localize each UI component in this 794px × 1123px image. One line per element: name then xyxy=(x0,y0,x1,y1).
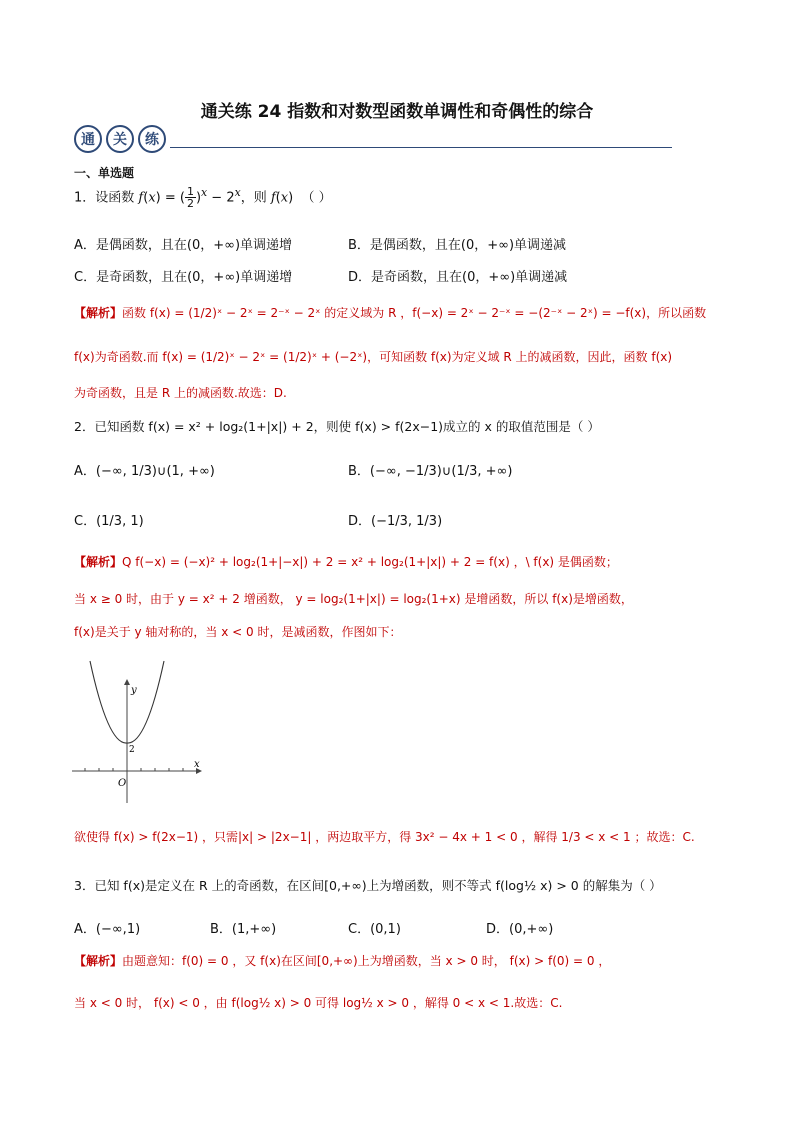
q3-option-a[interactable]: A．(−∞,1) xyxy=(74,922,141,937)
q1-solution-line-1: 【解析】函数 f(x) = (1/2)ˣ − 2ˣ = 2⁻ˣ − 2ˣ 的定义域为 R ，f(−x) = 2ˣ − 2⁻ˣ = −(2⁻ˣ − 2ˣ) = −f(x)，所以函数 xyxy=(74,306,707,320)
section-logo xyxy=(74,124,170,154)
even-function-graph xyxy=(68,655,208,805)
graph-tick-label: 2 xyxy=(129,745,135,755)
q2-option-a[interactable]: A．(−∞, 1/3)∪(1, +∞) xyxy=(74,464,215,479)
q3-solution-line-2: 当 x < 0 时， f(x) < 0 ，由 f(log½ x) > 0 可得 log½ x > 0 ，解得 0 < x < 1.故选：C. xyxy=(74,996,563,1010)
q2-solution-line-2: 当 x ≥ 0 时，由于 y = x² + 2 增函数， y = log₂(1+|x|) = log₂(1+x) 是增函数，所以 f(x)是增函数， xyxy=(74,592,633,606)
q1-solution-line-2: f(x)为奇函数.而 f(x) = (1/2)ˣ − 2ˣ = (1/2)ˣ + (−2ˣ)，可知函数 f(x)为定义域 R 上的减函数，因此，函数 f(x) xyxy=(74,350,673,364)
q2-solution-line-4: 欲使得 f(x) > f(2x−1) ，只需|x| > |2x−1| ，两边取平方，得 3x² − 4x + 1 < 0 ，解得 1/3 < x < 1 ；故选：C. xyxy=(74,830,695,844)
q1-option-b[interactable]: B．是偶函数，且在(0，+∞)单调递减 xyxy=(348,238,567,253)
q2-solution-line-1: 【解析】Q f(−x) = (−x)² + log₂(1+|−x|) + 2 = x² + log₂(1+|x|) + 2 = f(x) ，\ f(x) 是偶函数； xyxy=(74,555,618,569)
logo-char-1: 通 xyxy=(81,132,95,148)
header-rule xyxy=(170,147,672,148)
page-title: 通关练 24 指数和对数型函数单调性和奇偶性的综合 xyxy=(200,102,594,122)
q1-option-c[interactable]: C．是奇函数，且在(0，+∞)单调递增 xyxy=(74,270,293,285)
graph-x-label: x xyxy=(194,759,200,770)
q2-stem: 2．已知函数 f(x) = x² + log₂(1+|x|) + 2，则使 f(x) > f(2x−1)成立的 x 的取值范围是（ ） xyxy=(74,419,600,434)
q3-stem: 3．已知 f(x)是定义在 R 上的奇函数，在区间[0,+∞)上为增函数，则不等式 f(log½ x) > 0 的解集为（ ） xyxy=(74,878,662,893)
q2-solution-line-3: f(x)是关于 y 轴对称的，当 x < 0 时，是减函数，作图如下： xyxy=(74,625,402,639)
q3-option-d[interactable]: D．(0,+∞) xyxy=(486,922,554,937)
q1-option-a[interactable]: A．是偶函数，且在(0，+∞)单调递增 xyxy=(74,238,293,253)
graph-origin-label: O xyxy=(118,778,127,789)
q1-solution-line-3: 为奇函数，且是 R 上的减函数.故选：D. xyxy=(74,386,287,400)
q1-option-d[interactable]: D．是奇函数，且在(0，+∞)单调递减 xyxy=(348,270,568,285)
q2-option-b[interactable]: B．(−∞, −1/3)∪(1/3, +∞) xyxy=(348,464,513,479)
q2-option-c[interactable]: C．(1/3, 1) xyxy=(74,514,144,529)
y-axis-arrow xyxy=(124,679,130,685)
logo-char-2: 关 xyxy=(113,132,127,148)
q2-option-d[interactable]: D．(−1/3, 1/3) xyxy=(348,514,443,529)
q1-stem: 1．设函数 f(x) = ( $\frac{1}{2}$ )$^x - 2^x$，则 f(x) （ ） xyxy=(74,185,332,211)
q3-option-b[interactable]: B．(1,+∞) xyxy=(210,922,277,937)
graph-y-label: y xyxy=(131,685,137,696)
q3-option-c[interactable]: C．(0,1) xyxy=(348,922,401,937)
q3-solution-line-1: 【解析】由题意知：f(0) = 0 ，又 f(x)在区间[0,+∞)上为增函数，当 x > 0 时， f(x) > f(0) = 0 ， xyxy=(74,954,611,968)
logo-char-3: 练 xyxy=(145,132,159,148)
section-heading: 一、单选题 xyxy=(74,166,135,180)
